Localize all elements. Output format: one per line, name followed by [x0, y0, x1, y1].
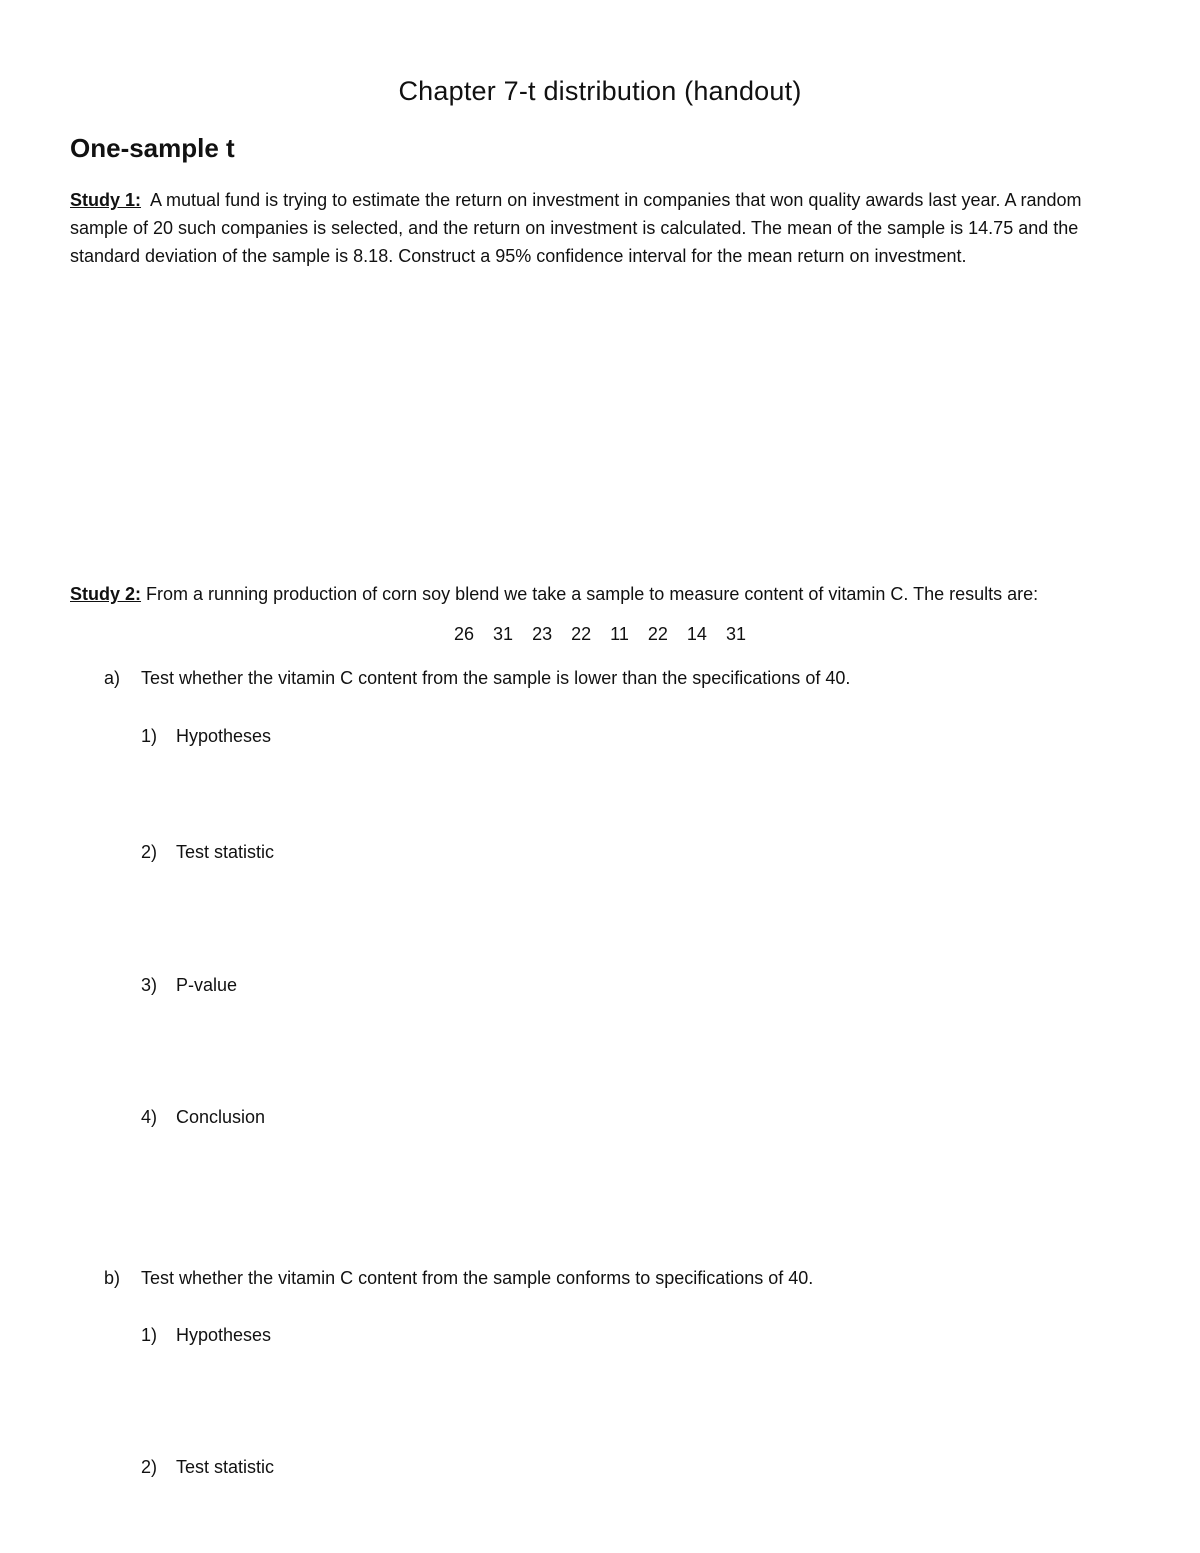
part-b-letter: b) [104, 1268, 121, 1288]
sample-value: 23 [532, 624, 553, 644]
step-number: 1) [141, 1325, 158, 1345]
step-label: Test statistic [176, 1457, 275, 1477]
step-label: Hypotheses [176, 726, 272, 746]
section-heading: One-sample t [70, 133, 235, 163]
step-label: Conclusion [176, 1107, 266, 1127]
step-number: 2) [141, 1457, 158, 1477]
step-number: 3) [141, 975, 158, 995]
part-a-text: Test whether the vitamin C content from the sample is lower than the specifications of 40. [141, 668, 851, 688]
study1-paragraph [70, 186, 1140, 270]
step-number: 1) [141, 726, 158, 746]
step-number: 4) [141, 1107, 158, 1127]
sample-value: 22 [647, 624, 668, 644]
sample-value: 11 [610, 624, 629, 644]
sample-values [0, 624, 1200, 645]
study2-label: Study 2: [70, 584, 142, 604]
step-number: 2) [141, 842, 158, 862]
study2-text: From a running production of corn soy blend we take a sample to measure content of vitamin C. The results are: [146, 584, 1039, 604]
step-label: Hypotheses [176, 1325, 272, 1345]
sample-value: 31 [493, 624, 514, 644]
study2-paragraph [70, 580, 1038, 608]
part-a-letter: a) [104, 668, 121, 688]
sample-value: 22 [571, 624, 592, 644]
sample-value: 14 [686, 624, 707, 644]
study1-label: Study 1: [70, 190, 142, 210]
step-label: Test statistic [176, 842, 275, 862]
part-b-text: Test whether the vitamin C content from the sample conforms to specifications of 40. [141, 1268, 814, 1288]
document-title: Chapter 7-t distribution (handout) [398, 76, 802, 106]
sample-value: 31 [725, 624, 746, 644]
study1-text: A mutual fund is trying to estimate the return on investment in companies that won quality awards last year. A random sample of 20 such companies is selected, and the return on investment is calculated. The mean of the sample is 14.75 and the standard deviation of the sample is 8.18. Construct a 95% confidence interval for the mean return on investment. [70, 190, 1082, 266]
sample-value: 26 [453, 624, 475, 644]
step-label: P-value [176, 975, 238, 995]
